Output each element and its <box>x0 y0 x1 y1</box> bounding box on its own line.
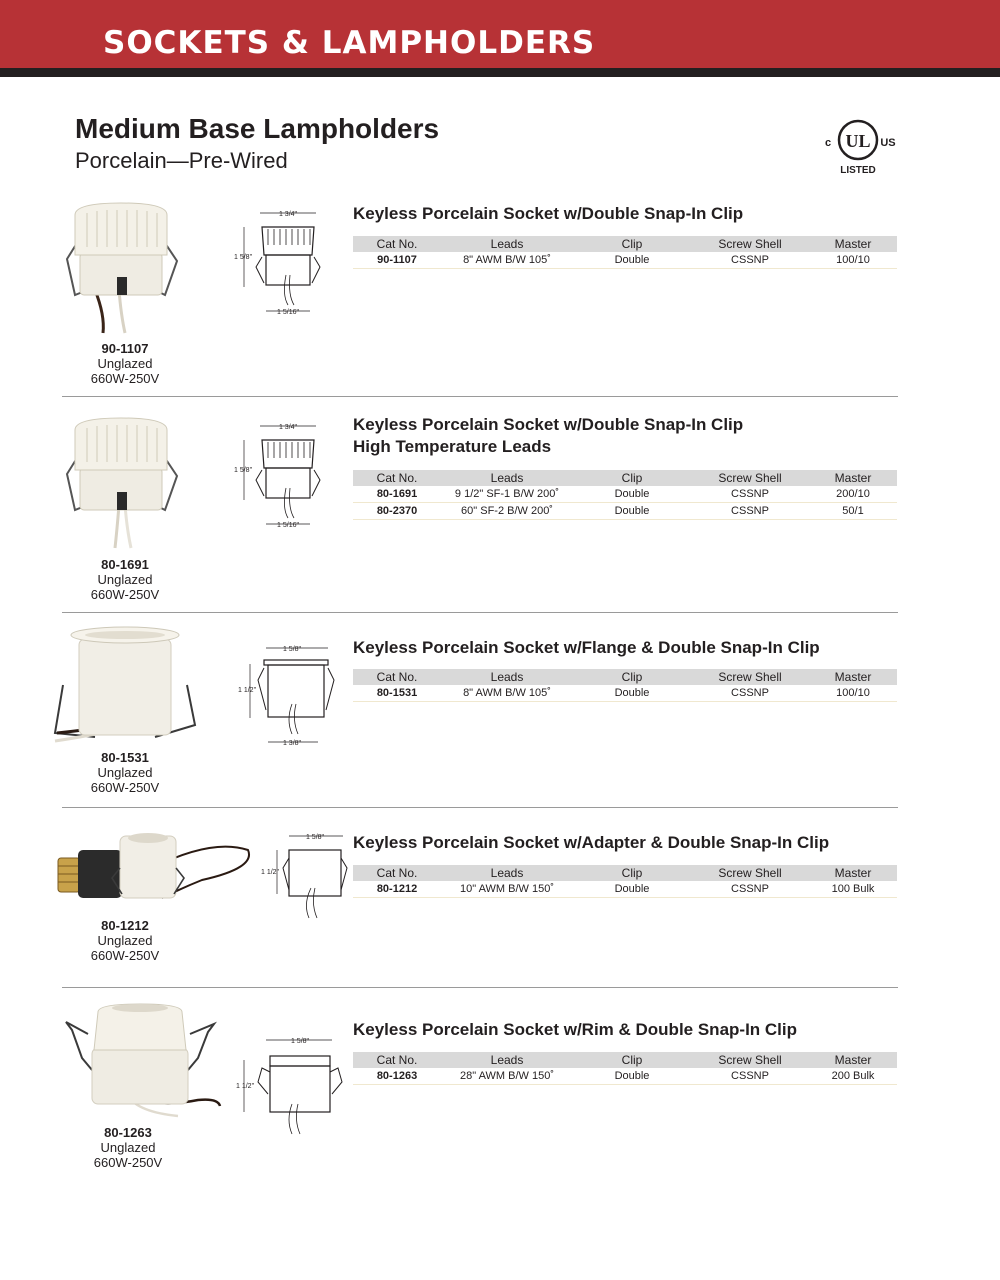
dim-top: 1 5/8" <box>305 834 325 841</box>
col-header-master: Master <box>809 669 897 685</box>
caption-cat-no: 80-1691 <box>101 557 149 572</box>
cell-master: 200 Bulk <box>809 1068 897 1085</box>
col-header-clip: Clip <box>573 669 691 685</box>
col-header-master: Master <box>809 236 897 252</box>
product-title-line: Keyless Porcelain Socket w/Double Snap-In Clip <box>353 204 744 223</box>
socket-photo <box>55 410 190 550</box>
dim-top: 1 5/8" <box>282 646 302 653</box>
col-header-cat-no: Cat No. <box>353 236 441 252</box>
product-title-line: High Temperature Leads <box>353 437 552 456</box>
table-row <box>353 503 897 520</box>
table-row <box>353 252 897 269</box>
cell-clip: Double <box>573 252 691 269</box>
dim-top: 1 3/4" <box>278 424 298 431</box>
section-divider <box>62 987 898 988</box>
cell-cat-no: 80-2370 <box>353 503 441 520</box>
cell-cat-no: 80-1531 <box>353 685 441 702</box>
col-header-leads: Leads <box>441 470 573 486</box>
caption-finish: Unglazed <box>97 765 153 780</box>
product-caption <box>58 1125 198 1170</box>
cell-master: 200/10 <box>809 486 897 503</box>
caption-cat-no: 80-1531 <box>101 750 149 765</box>
caption-cat-no: 80-1212 <box>101 918 149 933</box>
socket-photo <box>58 1000 223 1120</box>
cell-clip: Double <box>573 1068 691 1085</box>
col-header-clip: Clip <box>573 865 691 881</box>
cell-screw-shell: CSSNP <box>691 486 809 503</box>
table-row <box>353 1068 897 1085</box>
ul-mark: UL <box>845 131 871 151</box>
table-row <box>353 685 897 702</box>
ul-listed-text: LISTED <box>840 165 876 176</box>
dim-top: 1 5/8" <box>290 1038 310 1045</box>
socket-photo <box>55 195 190 335</box>
cell-clip: Double <box>573 685 691 702</box>
product-title <box>353 637 820 659</box>
spec-table <box>353 669 897 702</box>
product-title <box>353 1019 797 1041</box>
cell-leads: 28" AWM B/W 150˚ <box>441 1068 573 1085</box>
col-header-leads: Leads <box>441 1052 573 1068</box>
cell-screw-shell: CSSNP <box>691 881 809 898</box>
ul-left-mark: c <box>824 137 832 149</box>
dim-bottom: 1 5/16" <box>277 309 299 316</box>
product-caption <box>55 918 195 963</box>
col-header-master: Master <box>809 1052 897 1068</box>
col-header-clip: Clip <box>573 470 691 486</box>
cell-master: 100/10 <box>809 252 897 269</box>
col-header-screw-shell: Screw Shell <box>691 1052 809 1068</box>
dimension-drawing <box>255 828 355 923</box>
product-title-line: Keyless Porcelain Socket w/Adapter & Double Snap-In Clip <box>353 833 830 852</box>
product-title <box>353 414 743 458</box>
dim-side: 1 5/8" <box>234 254 253 261</box>
col-header-clip: Clip <box>573 236 691 252</box>
dim-side: 1 5/8" <box>234 467 253 474</box>
cell-leads: 8" AWM B/W 105˚ <box>441 685 573 702</box>
banner-title: SOCKETS & LAMPHOLDERS <box>103 25 596 61</box>
col-header-clip: Clip <box>573 1052 691 1068</box>
caption-cat-no: 80-1263 <box>104 1125 152 1140</box>
table-row <box>353 486 897 503</box>
col-header-cat-no: Cat No. <box>353 865 441 881</box>
product-title-line: Keyless Porcelain Socket w/Rim & Double Snap-In Clip <box>353 1020 798 1039</box>
col-header-leads: Leads <box>441 236 573 252</box>
col-header-leads: Leads <box>441 669 573 685</box>
product-title-line: Keyless Porcelain Socket w/Flange & Double Snap-In Clip <box>353 638 820 657</box>
socket-photo <box>52 828 262 918</box>
caption-rating: 660W-250V <box>90 587 160 602</box>
spec-table <box>353 865 897 898</box>
header-banner <box>0 0 1000 77</box>
cell-clip: Double <box>573 486 691 503</box>
cell-cat-no: 90-1107 <box>353 252 441 269</box>
col-header-screw-shell: Screw Shell <box>691 236 809 252</box>
col-header-cat-no: Cat No. <box>353 669 441 685</box>
dimension-drawing <box>236 640 336 750</box>
caption-finish: Unglazed <box>97 933 153 948</box>
caption-rating: 660W-250V <box>90 780 160 795</box>
product-title-line: Keyless Porcelain Socket w/Double Snap-In Clip <box>353 415 744 434</box>
product-caption <box>55 750 195 795</box>
dimension-drawing <box>232 205 332 320</box>
cell-clip: Double <box>573 881 691 898</box>
caption-rating: 660W-250V <box>90 371 160 386</box>
cell-cat-no: 80-1212 <box>353 881 441 898</box>
col-header-screw-shell: Screw Shell <box>691 470 809 486</box>
cell-clip: Double <box>573 503 691 520</box>
col-header-screw-shell: Screw Shell <box>691 865 809 881</box>
col-header-leads: Leads <box>441 865 573 881</box>
cell-leads: 60" SF-2 B/W 200˚ <box>441 503 573 520</box>
col-header-master: Master <box>809 865 897 881</box>
cell-cat-no: 80-1691 <box>353 486 441 503</box>
cell-screw-shell: CSSNP <box>691 1068 809 1085</box>
dimension-drawing <box>236 1028 350 1138</box>
cell-leads: 10" AWM B/W 150˚ <box>441 881 573 898</box>
section-divider <box>62 396 898 397</box>
dimension-drawing <box>232 418 332 533</box>
dim-side: 1 1/2" <box>238 687 257 694</box>
cell-leads: 9 1/2" SF-1 B/W 200˚ <box>441 486 573 503</box>
col-header-cat-no: Cat No. <box>353 1052 441 1068</box>
dim-top: 1 3/4" <box>278 211 298 218</box>
spec-table <box>353 236 897 269</box>
product-caption <box>55 557 195 602</box>
cell-master: 50/1 <box>809 503 897 520</box>
caption-finish: Unglazed <box>100 1140 156 1155</box>
socket-photo <box>55 625 195 745</box>
dim-bottom: 1 5/16" <box>277 522 299 529</box>
ul-right-mark: US <box>880 137 896 149</box>
dim-side: 1 1/2" <box>261 869 280 876</box>
caption-rating: 660W-250V <box>90 948 160 963</box>
spec-table <box>353 1052 897 1085</box>
section-divider <box>62 612 898 613</box>
section-divider <box>62 807 898 808</box>
page-title: Medium Base Lampholders <box>75 113 440 144</box>
cell-cat-no: 80-1263 <box>353 1068 441 1085</box>
dim-bottom: 1 3/8" <box>282 740 302 747</box>
caption-cat-no: 90-1107 <box>101 341 149 356</box>
ul-listed-logo <box>818 116 898 178</box>
cell-leads: 8" AWM B/W 105˚ <box>441 252 573 269</box>
col-header-screw-shell: Screw Shell <box>691 669 809 685</box>
product-caption <box>55 341 195 386</box>
table-row <box>353 881 897 898</box>
caption-finish: Unglazed <box>97 356 153 371</box>
cell-master: 100/10 <box>809 685 897 702</box>
spec-table <box>353 470 897 520</box>
col-header-master: Master <box>809 470 897 486</box>
page-subtitle: Porcelain—Pre-Wired <box>75 148 288 173</box>
caption-rating: 660W-250V <box>93 1155 163 1170</box>
caption-finish: Unglazed <box>97 572 153 587</box>
product-title <box>353 832 829 854</box>
cell-master: 100 Bulk <box>809 881 897 898</box>
product-title <box>353 203 743 225</box>
col-header-cat-no: Cat No. <box>353 470 441 486</box>
cell-screw-shell: CSSNP <box>691 252 809 269</box>
dim-side: 1 1/2" <box>236 1083 255 1090</box>
cell-screw-shell: CSSNP <box>691 503 809 520</box>
cell-screw-shell: CSSNP <box>691 685 809 702</box>
